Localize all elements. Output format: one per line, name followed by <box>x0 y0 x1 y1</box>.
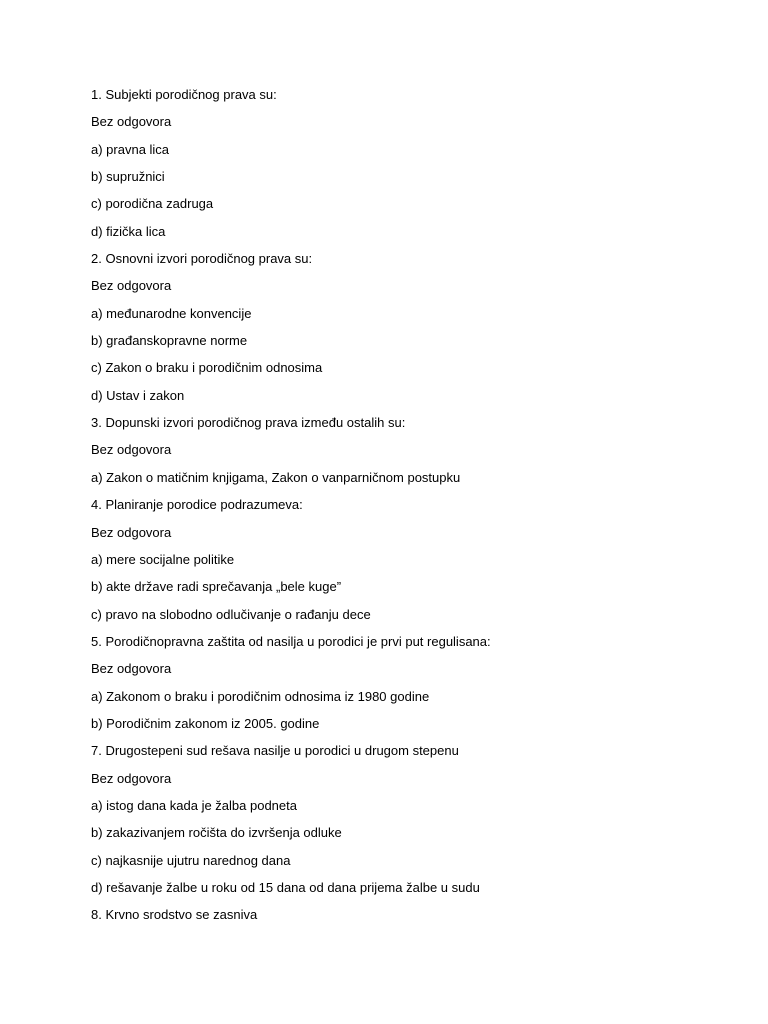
answer-option: b) supružnici <box>91 169 165 185</box>
answer-option: a) mere socijalne politike <box>91 551 235 567</box>
answer-option: c) najkasnije ujutru narednog dana <box>91 852 291 868</box>
question-1: 1. Subjekti porodičnog prava su: <box>91 87 277 102</box>
answer-status: Bez odgovora <box>91 442 172 458</box>
answer-option: d) rešavanje žalbe u roku od 15 dana od dana prijema žalbe u sudu <box>91 879 480 895</box>
question-5: 5. Porodičnopravna zaštita od nasilja u porodici je prvi put regulisana: <box>91 633 491 649</box>
answer-option: a) pravna lica <box>91 141 170 157</box>
question-7: 7. Drugostepeni sud rešava nasilje u porodici u drugom stepenu <box>91 743 459 759</box>
answer-status: Bez odgovora <box>91 114 172 130</box>
answer-option: a) Zakon o matičnim knjigama, Zakon o vanparničnom postupku <box>91 469 461 485</box>
question-3: 3. Dopunski izvori porodičnog prava između ostalih su: <box>91 415 406 431</box>
answer-option: c) Zakon o braku i porodičnim odnosima <box>91 360 323 376</box>
answer-option: a) istog dana kada je žalba podneta <box>91 797 297 813</box>
question-8: 8. Krvno srodstvo se zasniva <box>91 907 258 923</box>
answer-status: Bez odgovora <box>91 770 172 786</box>
answer-status: Bez odgovora <box>91 524 172 540</box>
answer-option: b) Porodičnim zakonom iz 2005. godine <box>91 715 320 731</box>
answer-option: c) porodična zadruga <box>91 196 214 212</box>
answer-option: c) pravo na slobodno odlučivanje o rađanju dece <box>91 606 371 622</box>
answer-option: a) međunarodne konvencije <box>91 305 252 321</box>
answer-status: Bez odgovora <box>91 661 172 677</box>
answer-option: d) fizička lica <box>91 223 166 239</box>
answer-option: b) akte države radi sprečavanja „bele kuge” <box>91 579 342 595</box>
question-2: 2. Osnovni izvori porodičnog prava su: <box>91 251 313 267</box>
answer-option: b) građanskopravne norme <box>91 333 248 349</box>
answer-option: b) zakazivanjem ročišta do izvršenja odluke <box>91 825 342 841</box>
answer-status: Bez odgovora <box>91 278 172 294</box>
question-4: 4. Planiranje porodice podrazumeva: <box>91 497 303 513</box>
answer-option: a) Zakonom o braku i porodičnim odnosima iz 1980 godine <box>91 688 430 704</box>
document-text <box>91 85 731 933</box>
answer-option: d) Ustav i zakon <box>91 387 185 403</box>
